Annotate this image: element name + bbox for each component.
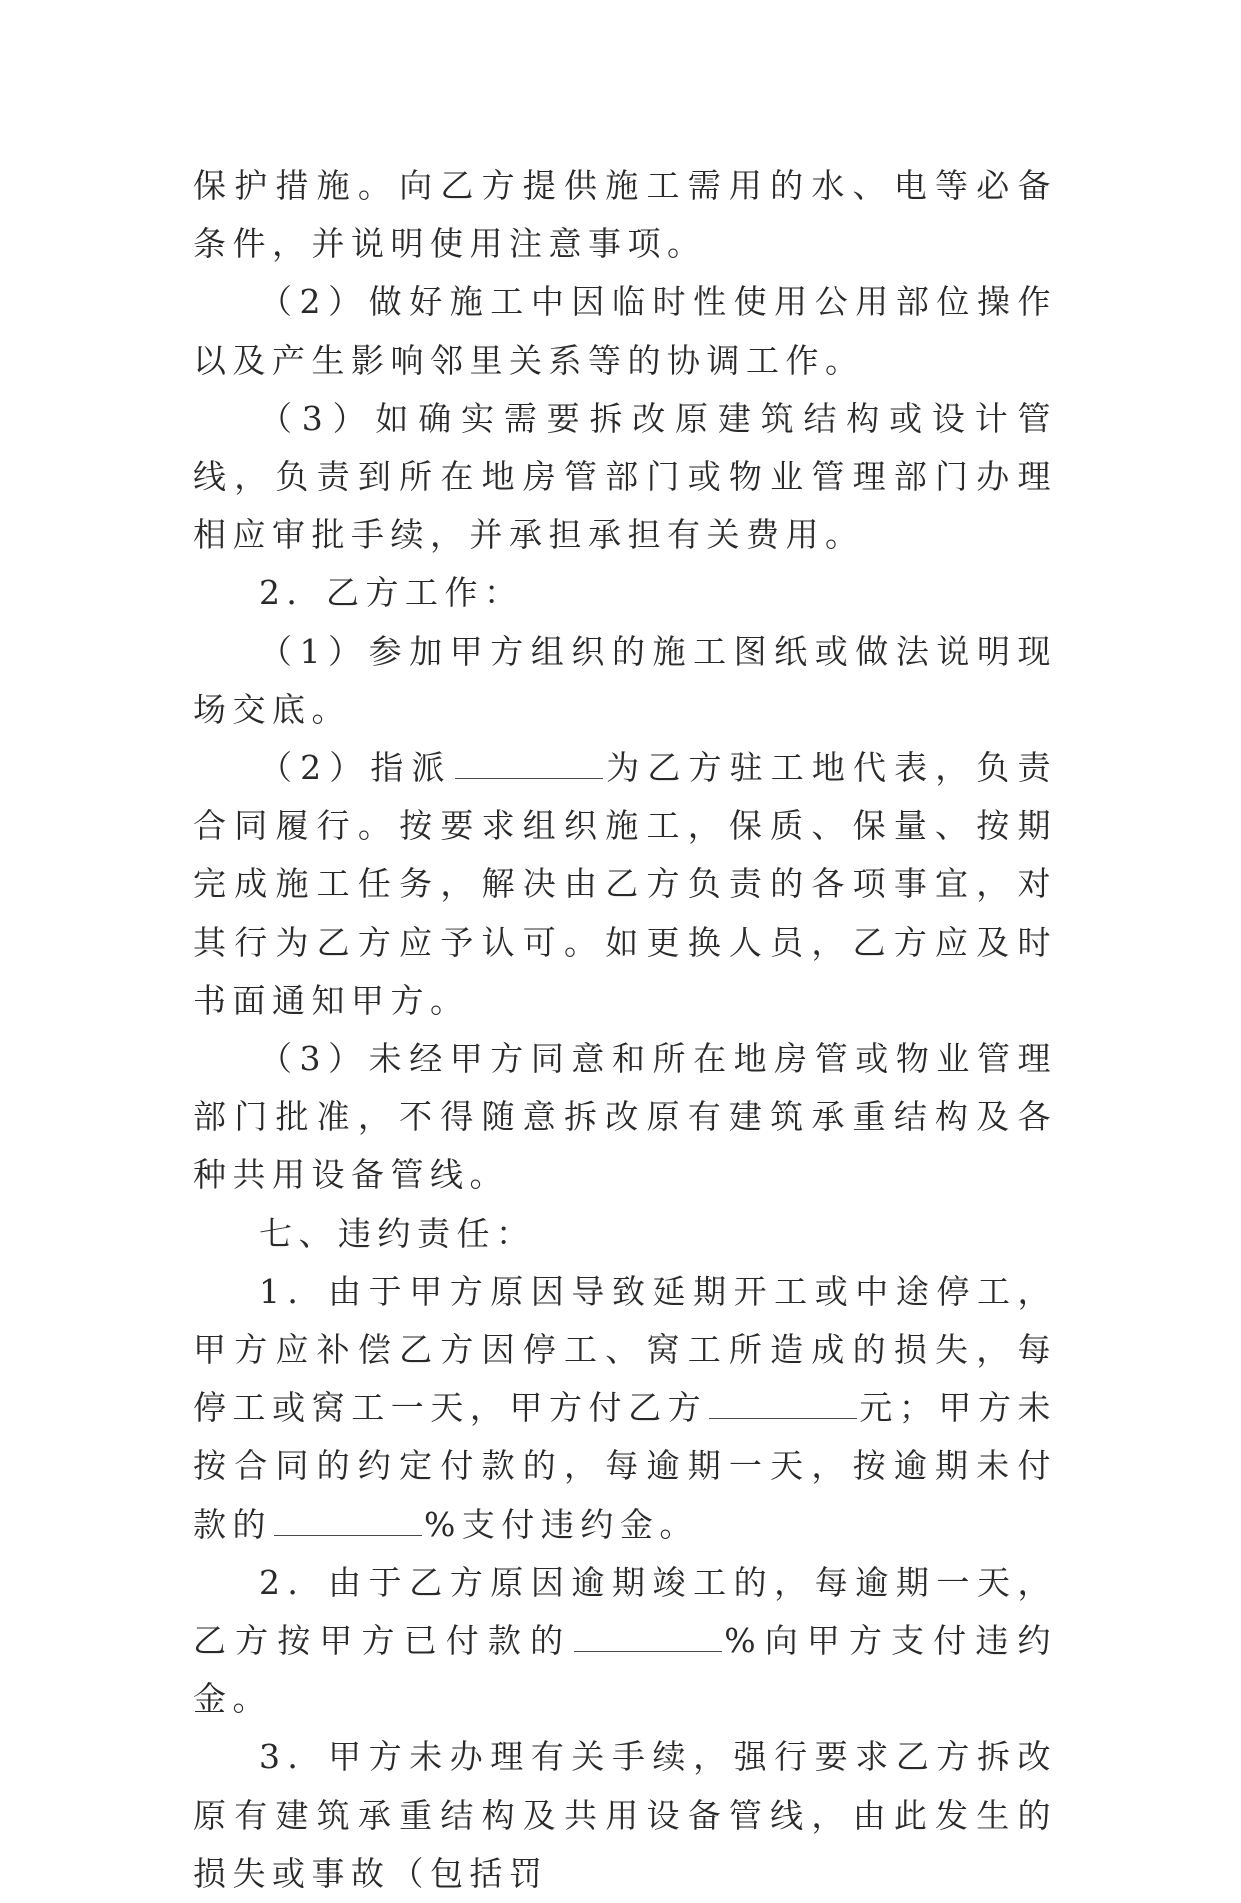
text-segment: 2．由于乙方原因逾期竣工的，每逾期一天，乙方按甲方已付款的 bbox=[193, 1562, 1057, 1661]
delay-penalty-rate-blank bbox=[574, 1627, 722, 1652]
representative-blank bbox=[455, 754, 603, 779]
contract-body bbox=[193, 157, 1057, 1903]
paragraph-site-briefing: （1）参加甲方组织的施工图纸或做法说明现场交底。 bbox=[193, 631, 1057, 729]
paragraph-forced-alteration: 3．甲方未办理有关手续，强行要求乙方拆改原有建筑承重结构及共用设备管线，由此发生的损失或事故（包括罚 bbox=[193, 1737, 1057, 1893]
paragraph-provide-conditions: 保护措施。向乙方提供施工需用的水、电等必备条件，并说明使用注意事项。 bbox=[193, 166, 1057, 264]
paragraph-party-b-delay bbox=[193, 1554, 1057, 1729]
paragraph-approval: （3）如确实需要拆改原建筑结构或设计管线，负责到所在地房管部门或物业管理部门办理相应审批手续，并承担承担有关费用。 bbox=[193, 398, 1057, 555]
paragraph-party-a-delay bbox=[193, 1263, 1057, 1554]
text-segment: （2）指派 bbox=[259, 748, 453, 788]
daily-compensation-blank bbox=[709, 1394, 857, 1419]
heading-breach-liability: 七、违约责任： bbox=[259, 1213, 536, 1253]
paragraph-site-representative bbox=[193, 739, 1057, 1030]
text-segment: 元；甲方未按合同的约定付款的，每逾期一天，按逾期未付款的 bbox=[193, 1388, 1058, 1544]
text-segment: 为乙方驻工地代表，负责合同履行。按要求组织施工，保质、保量、按期完成施工任务，解决由乙方负责的各项事宜，对其行为乙方应予认可。如更换人员，乙方应及时书面通知甲方。 bbox=[193, 748, 1057, 1020]
text-segment: 1．由于甲方原因导致延期开工或中途停工，甲方应补偿乙方因停工、窝工所造成的损失，每停工或窝工一天，甲方付乙方 bbox=[193, 1271, 1057, 1428]
text-segment: %向甲方支付违约金。 bbox=[193, 1621, 1058, 1719]
paragraph-no-alteration: （3）未经甲方同意和所在地房管或物业管理部门批准，不得随意拆改原有建筑承重结构及各种共用设备管线。 bbox=[193, 1039, 1057, 1195]
late-payment-rate-blank bbox=[274, 1511, 422, 1536]
paragraph-coordination: （2）做好施工中因临时性使用公用部位操作以及产生影响邻里关系等的协调工作。 bbox=[193, 282, 1057, 380]
text-segment: %支付违约金。 bbox=[424, 1504, 699, 1544]
heading-party-b-work: 2．乙方工作： bbox=[259, 573, 524, 613]
